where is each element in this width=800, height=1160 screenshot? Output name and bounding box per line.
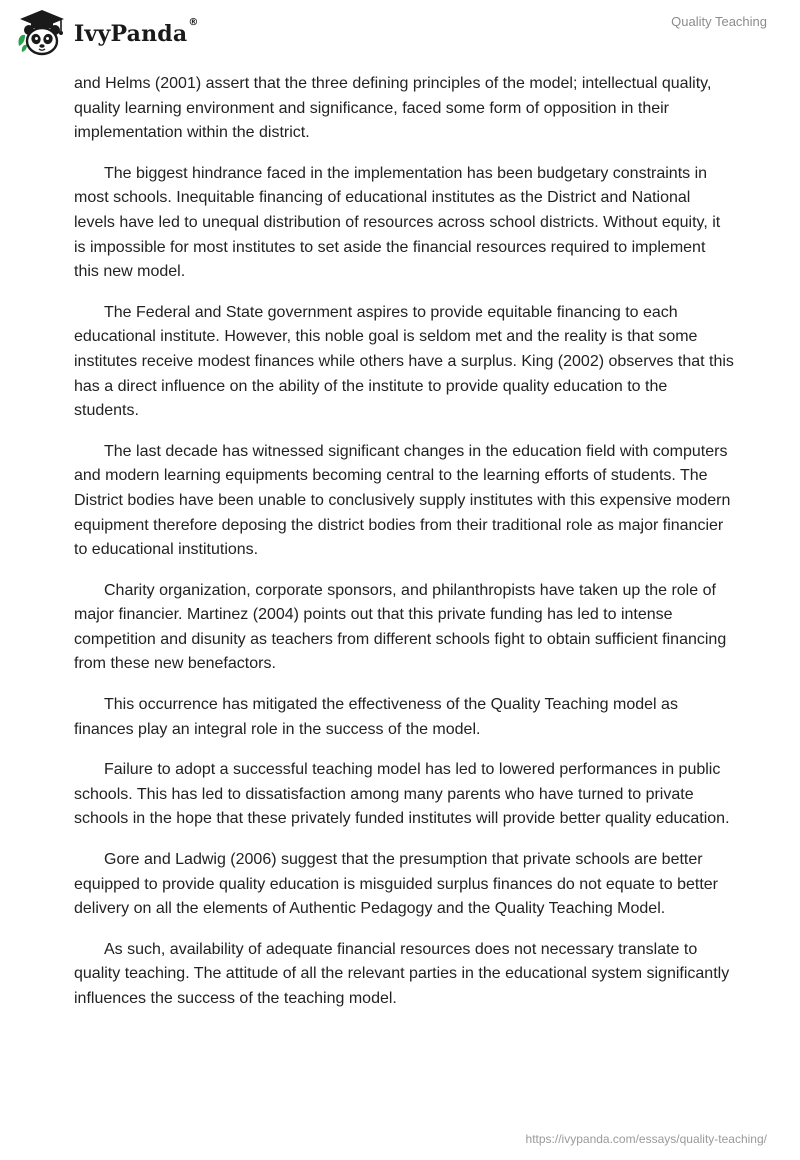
paragraph-9: As such, availability of adequate financial resources does not necessary translate to quality teaching. The attitude of all the relevant parties in the educational system significantly influences the success of the teaching model. <box>74 940 730 1007</box>
paragraph-6: This occurrence has mitigated the effectiveness of the Quality Teaching model as finances play an integral role in the success of the model. <box>74 696 678 738</box>
paragraph-7: Failure to adopt a successful teaching model has led to lowered performances in public schools. This has led to dissatisfaction among many parents who have turned to private schools in the hope that these privately funded institutes will provide better quality education. <box>74 761 730 828</box>
paragraph-8: Gore and Ladwig (2006) suggest that the presumption that private schools are better equipped to provide quality education is misguided surplus finances do not equate to better delivery on all the elements of Authentic Pedagogy and the Quality Teaching Model. <box>74 851 718 918</box>
paragraph-5: Charity organization, corporate sponsors, and philanthropists have taken up the role of major financier. Martinez (2004) points out that this private funding has led to intense competition and disunity as teachers from different schools fight to obtain sufficient financing from these new benefactors. <box>74 581 727 673</box>
page-header <box>0 0 800 66</box>
paragraph-4: The last decade has witnessed significant changes in the education field with computers and modern learning equipments becoming central to the learning efforts of students. The District bodies have been unable to conclusively supply institutes with this expensive modern equipment therefore deposing the district bodies from their traditional role as major financier to educational institutions. <box>74 442 731 559</box>
paragraph-2: The biggest hindrance faced in the implementation has been budgetary constraints in most schools. Inequitable financing of educational institutes as the District and National levels have led to unequal distribution of resources across school districts. Without equity, it is impossible for most institutes to set aside the financial resources required to implement this new model. <box>74 164 721 281</box>
panda-graduation-cap-icon <box>16 8 68 58</box>
paragraph-3: The Federal and State government aspires to provide equitable financing to each educational institute. However, this noble goal is seldom met and the reality is that some institutes receive modest finances while others have a surplus. King (2002) observes that this has a direct influence on the ability of the institute to provide quality education to the students. <box>74 303 734 420</box>
paragraph-1: and Helms (2001) assert that the three defining principles of the model; intellectual quality, quality learning environment and significance, faced some form of opposition in their implementation within the district. <box>74 75 712 142</box>
brand-logo[interactable] <box>16 8 199 58</box>
page-title: Quality Teaching <box>671 14 767 29</box>
source-url-link[interactable]: https://ivypanda.com/essays/quality-teaching/ <box>525 1132 767 1146</box>
registered-mark: ® <box>188 17 199 28</box>
essay-body <box>74 72 734 1028</box>
brand-name: IvyPanda® <box>74 17 199 47</box>
